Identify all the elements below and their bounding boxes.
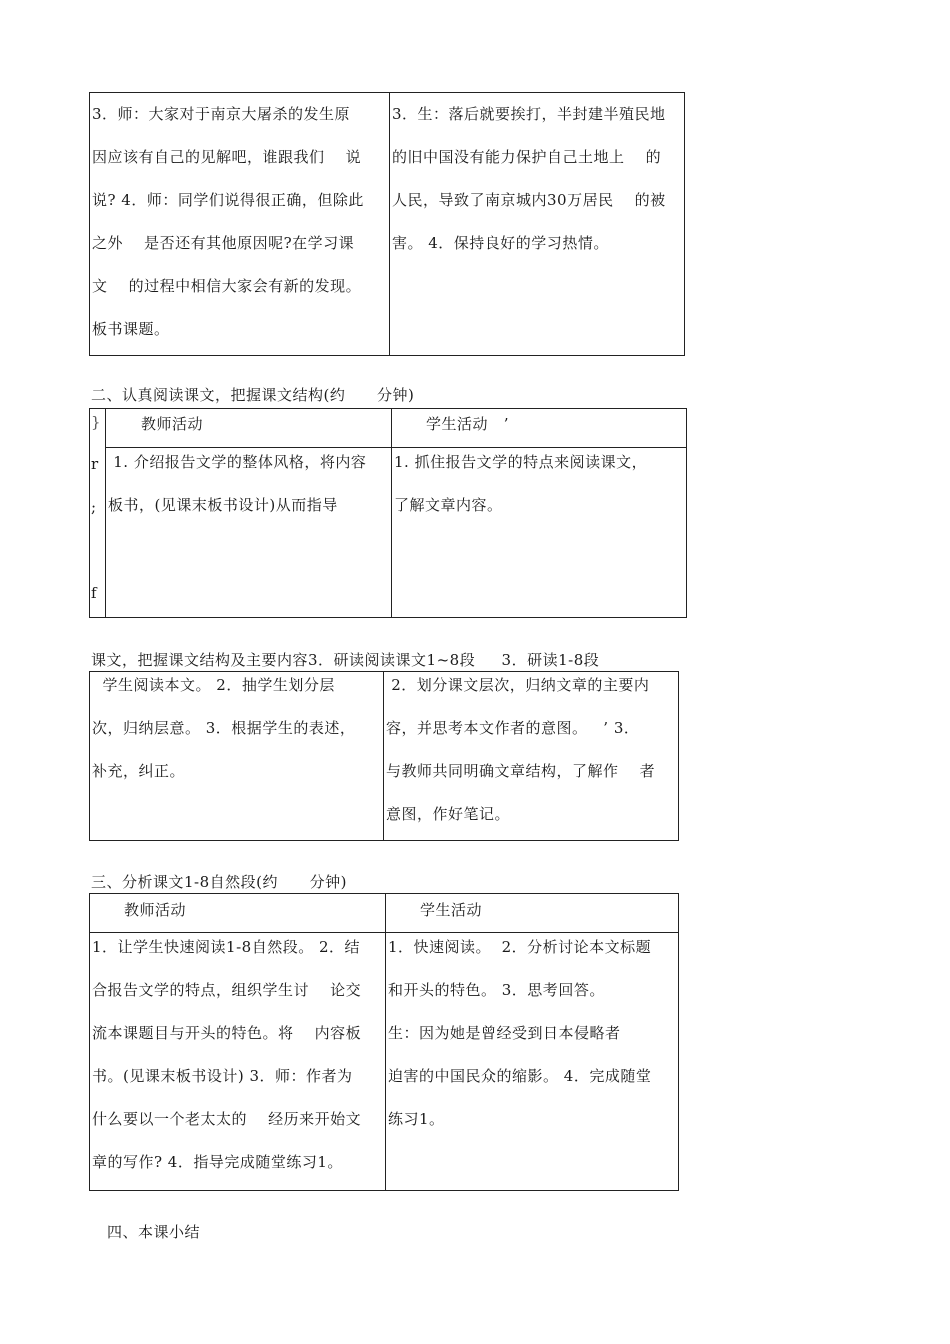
table-1-teacher-line: 板书课题。 [92,320,170,338]
table-4-teacher-line: 合报告文学的特点，组织学生讨 论交 [92,981,362,999]
table-1-teacher-line: 文 的过程中相信大家会有新的发现。 [92,277,362,295]
table-2-teacher-cell [108,441,390,527]
section-2b-heading: 课文，把握课文结构及主要内容3．研读阅读课文1~8段 3．研读1-8段 [91,651,600,669]
table-3-left-cell [92,664,382,793]
table-1-teacher-line: 说? 4．师：同学们说得很正确，但除此 [92,191,364,209]
table-4-header-teacher: 教师活动 [124,901,187,919]
table-3-left-line: 次，归纳层意。 3．根据学生的表述， [92,719,356,737]
table-2-student-line: 1. 抓住报告文学的特点来阅读课文， [394,453,648,471]
section-3-heading: 三、分析课文1-8自然段(约 分钟) [91,873,347,891]
table-1-teacher-line: 3．师：大家对于南京大屠杀的发生原 [92,105,351,123]
table-2-student-cell [394,441,686,527]
table-2-header-student: 学生活动 ’ [426,415,510,433]
table-3-left-line: 学生阅读本文。 2．抽学生划分层 [92,676,335,694]
table-4-teacher-line: 流本课题目与开头的特色。将 内容板 [92,1024,362,1042]
table-2-teacher-line: 板书，(见课末板书设计)从而指导 [108,496,338,514]
table-4-teacher-line: 书。(见课末板书设计) 3．师：作者为 [92,1067,353,1085]
table-4-teacher-cell [92,926,384,1184]
table-1-teacher-cell [92,93,388,351]
table-1-student-line: 的旧中国没有能力保护自己土地上 的 [392,148,662,166]
table-4-student-line: 迫害的中国民众的缩影。 4．完成随堂 [388,1067,652,1085]
table-2-header-teacher: 教师活动 [141,415,204,433]
table-2-divider [391,408,392,618]
table-3-right-cell [386,664,678,836]
table-3-right-line: 容，并思考本文作者的意图。 ’ 3． [386,719,640,737]
table-2-student-line: 了解文章内容。 [394,496,503,514]
table-1-student-cell [392,93,684,265]
table-3-left-line: 补充，纠正。 [92,762,186,780]
table-4-teacher-line: 什么要以一个老太太的 经历来开始文 [92,1110,362,1128]
table-4-teacher-line: 1．让学生快速阅读1-8自然段。 2．结 [92,938,361,956]
table-4-header-student: 学生活动 [420,901,483,919]
table-4-divider [385,893,386,1191]
table-1-student-line: 3．生：落后就要挨打，半封建半殖民地 [392,105,666,123]
table-4-student-line: 练习1。 [388,1110,445,1128]
table-3-divider [383,671,384,841]
margin-mark-1: } [91,413,102,431]
section-4-heading: 四、本课小结 [107,1223,201,1241]
table-4-student-line: 和开头的特色。 3．思考回答。 [388,981,605,999]
table-4-student-cell [388,926,678,1141]
table-4-student-line: 1．快速阅读。 2．分析讨论本文标题 [388,938,652,956]
table-1-divider [389,92,390,356]
table-4-student-line: 生：因为她是曾经受到日本侵略者 [388,1024,621,1042]
margin-mark-3: ; [91,498,97,516]
table-1-teacher-line: 因应该有自己的见解吧，谁跟我们 说 [92,148,362,166]
table-1-student-line: 人民，导致了南京城内30万居民 的被 [392,191,666,209]
table-1-teacher-line: 之外 是否还有其他原因呢?在学习课 [92,234,355,252]
table-2-margin-divider [105,408,106,618]
table-2-teacher-line: 1. 介绍报告文学的整体风格，将内容 [108,453,367,471]
table-3-right-line: 与教师共同明确文章结构，了解作 者 [386,762,656,780]
section-2-heading: 二、认真阅读课文，把握课文结构(约 分钟) [91,386,415,404]
margin-mark-4: f [91,584,98,602]
table-3-right-line: 意图，作好笔记。 [386,805,511,823]
table-4-teacher-line: 章的写作? 4．指导完成随堂练习1。 [92,1153,343,1171]
table-1-student-line: 害。 4．保持良好的学习热情。 [392,234,609,252]
margin-mark-2: r [91,455,99,473]
table-3-right-line: 2．划分课文层次，归纳文章的主要内 [386,676,650,694]
